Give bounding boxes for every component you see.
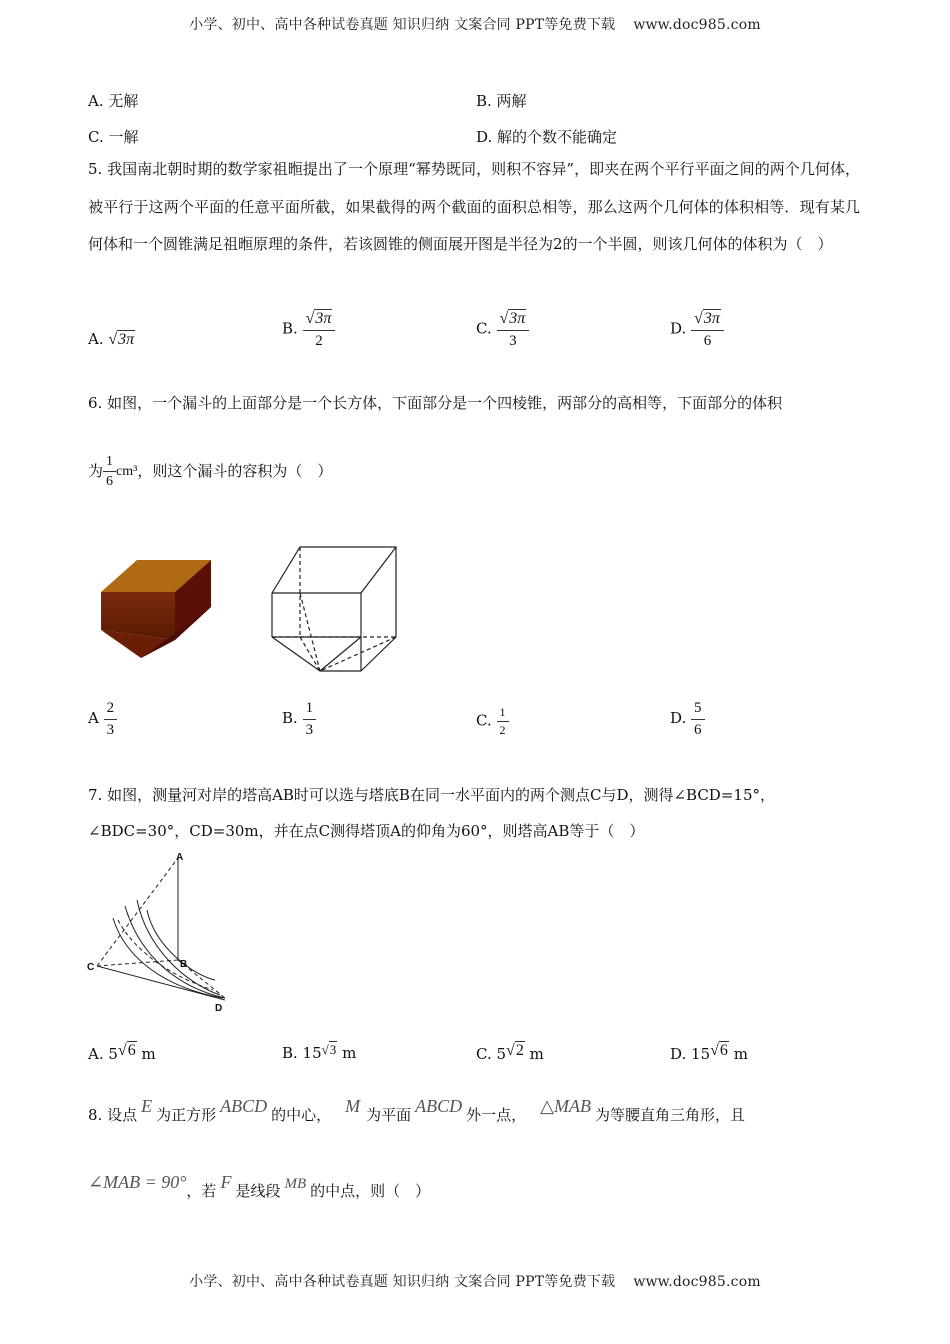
q8-stem-line1: 8. 设点 E 为正方形 ABCD 的中心， M 为平面 ABCD 外一点， △MAB 为等腰直角三角形，且 bbox=[88, 1096, 745, 1124]
footer-site-link[interactable]: www.doc985.com bbox=[633, 1274, 761, 1290]
fig-label-b: B bbox=[180, 959, 188, 970]
q4-option-c: C. 一解 bbox=[88, 128, 139, 146]
page-footer bbox=[0, 1271, 950, 1291]
q6-option-c: C. $\frac{1}{2}$ bbox=[476, 706, 509, 737]
q4-option-a: A. 无解 bbox=[88, 92, 139, 110]
tower-measurement-figure bbox=[85, 848, 245, 1018]
q4-option-b: B. 两解 bbox=[476, 92, 527, 110]
q7-stem-line1: 7. 如图，测量河对岸的塔高AB时可以选与塔底B在同一水平面内的两个测点C与D，测得∠BCD=15°， bbox=[88, 786, 775, 804]
q6-option-a: A $\frac{2}{3}$ bbox=[88, 700, 117, 738]
q5-option-d: D. $\frac{√3\pi}{6}$ bbox=[670, 310, 724, 349]
footer-text: 小学、初中、高中各种试卷真题 知识归纳 文案合同 PPT等免费下载 bbox=[189, 1274, 616, 1290]
header-site-link[interactable]: www.doc985.com bbox=[633, 17, 761, 33]
fig-label-d: D bbox=[215, 1003, 223, 1014]
q5-option-b: B. $\frac{√3\pi}{2}$ bbox=[282, 310, 335, 349]
q6-stem-line1: 6. 如图，一个漏斗的上面部分是一个长方体，下面部分是一个四棱锥，两部分的高相等，下面部分的体积 bbox=[88, 394, 783, 412]
funnel-wireframe-figure bbox=[268, 543, 408, 683]
q7-option-a: A. 5√6 m bbox=[88, 1042, 156, 1063]
q6-option-b: B. $\frac{1}{3}$ bbox=[282, 700, 316, 738]
q6-stem-line2: 为 $\frac{1}{6}$ cm³，则这个漏斗的容积为（ ） bbox=[88, 454, 333, 490]
q4-option-d: D. 解的个数不能确定 bbox=[476, 128, 618, 146]
q7-option-c: C. 5√2 m bbox=[476, 1042, 544, 1063]
q5-option-a: A. √3π bbox=[88, 330, 135, 348]
q6-option-d: D. $\frac{5}{6}$ bbox=[670, 700, 705, 738]
q7-stem-line2: ∠BDC=30°，CD=30m，并在点C测得塔顶A的仰角为60°，则塔高AB等于（ ） bbox=[88, 822, 645, 840]
q5-option-c: C. $\frac{√3\pi}{3}$ bbox=[476, 310, 529, 349]
page-header bbox=[0, 14, 950, 34]
funnel-image bbox=[95, 550, 225, 670]
q5-stem: 5. 我国南北朝时期的数学家祖暅提出了一个原理“幂势既同，则积不容异”，即夹在两个平行平面之间的两个几何体，被平行于这两个平面的任意平面所截，如果截得的两个截面的面积总相等，那么这两个几何体的体积相等．现有某几何体和一个圆锥满足祖暅原理的条件，若该圆锥的侧面展开图是半径为2的一个半圆，则该几何体的体积为（ ） bbox=[88, 160, 860, 253]
q7-option-b: B. 15√3 m bbox=[282, 1042, 357, 1062]
header-text: 小学、初中、高中各种试卷真题 知识归纳 文案合同 PPT等免费下载 bbox=[189, 17, 616, 33]
q7-option-d: D. 15√6 m bbox=[670, 1042, 748, 1063]
q8-stem-line2: ∠MAB = 90°，若 F 是线段 MB 的中点，则（ ） bbox=[88, 1172, 431, 1200]
fig-label-a: A bbox=[176, 852, 184, 863]
fig-label-c: C bbox=[87, 962, 95, 973]
